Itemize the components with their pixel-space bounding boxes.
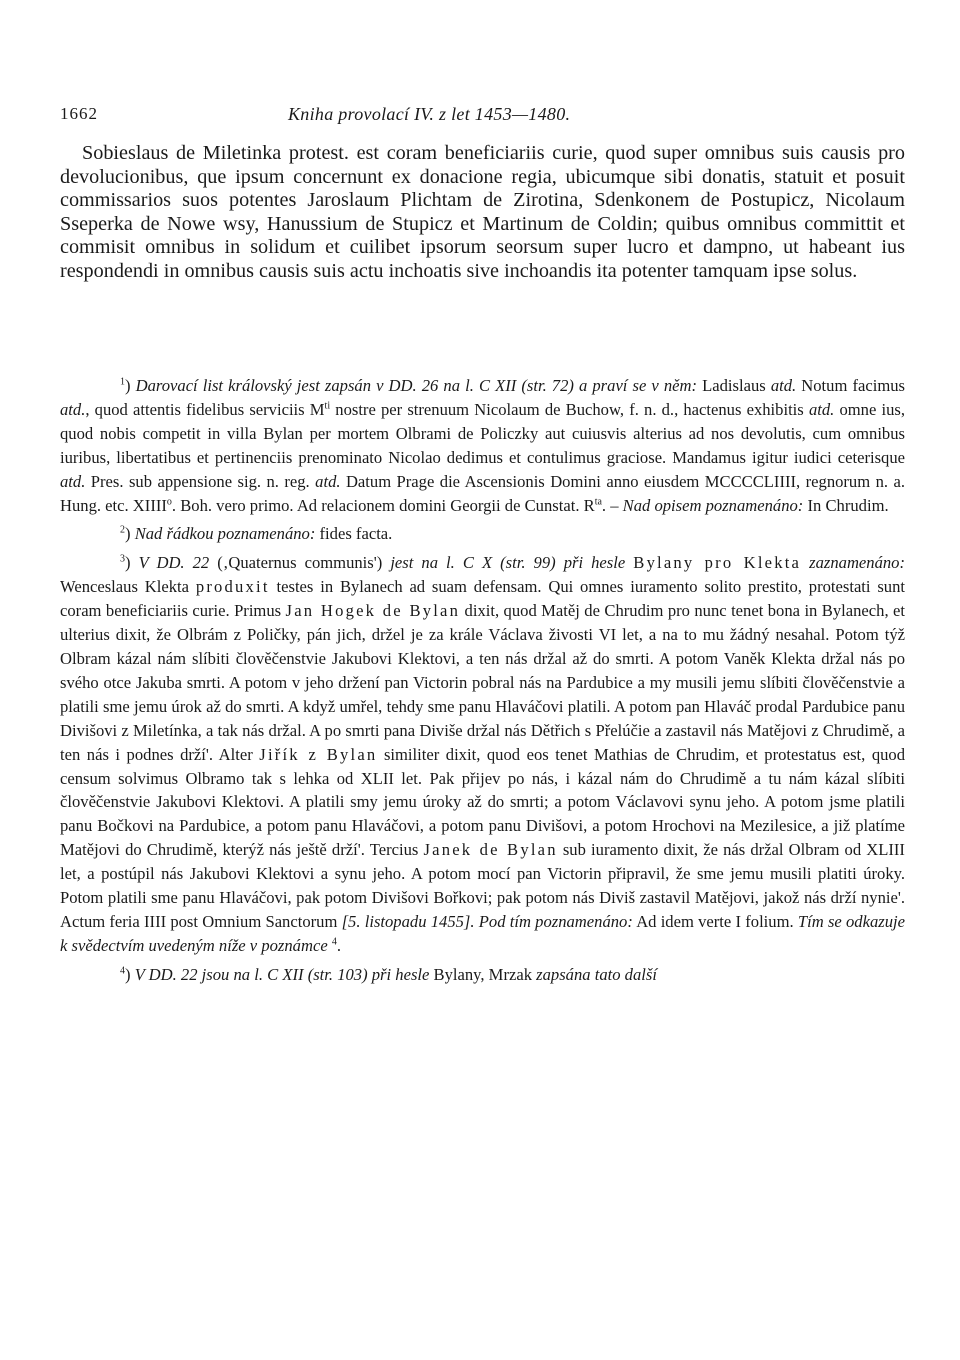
note-italic: atd. [808, 399, 835, 419]
note-text: . – [601, 495, 619, 515]
note-text: (‚Quaternus communis') [217, 553, 383, 573]
footnote-marker: 4 [120, 965, 125, 977]
note-italic: atd. [770, 376, 797, 395]
note-text: nostre per strenuum Nicolaum de Buchow, f. n. d., hactenus exhibitis [330, 399, 804, 419]
note-text: , quod attentis fidelibus serviciis M [85, 399, 325, 419]
note-text: Pres. sub appensione sig. n. reg. [90, 471, 310, 491]
note-text: In Chrudim. [807, 495, 889, 515]
note-italic: Darovací list královský jest zapsán v DD. 26 na l. C XII (str. 72) a praví se v něm: [135, 376, 698, 395]
note-text: sub iuramento dixit, že nás držal Olbram od XLIII let, a postúpil nás Jakubovi Klektovi a synu jeho. A potom mocí pan Victorin připravil, že sme jemu musili platiti úroky. Potom platili sme panu Hlaváčovi, pak potom Divišovi Bořkovi; pak potom nás Diviš zastavil Matějovi, jakož nás drží nynie'. Actum feria IIII post Omnium Sanctorum [60, 840, 905, 931]
note-superscript: 4 [331, 936, 337, 948]
note-text: Notum facimus [801, 376, 905, 395]
entry-paragraph: Sobieslaus de Miletinka protest. est coram beneficiariis curie, quod super omnibus suis causis pro devolucionibus, que ipsum concernunt ex donacione regia, ubicumque sibi donatis, statuit et posuit commissarios suos potentes Jaroslaum Plichtam de Zirotina, Sdenkonem de Postupicz, Nicolaum Sseperka de Nowe wsy, Hanussium de Stupicz et Martinum de Coldin; quibus omnibus committit et commisit omnibus in solidum et cuilibet ipsorum seorsum super lucro et dampno, ut habeant ius respondendi in omnibus causis suis actu inchoatis sive inchoandis ita potenter tamquam ipse solus. [60, 142, 905, 282]
note-text: Wenceslaus Klekta [60, 577, 189, 597]
note-italic: atd. [60, 399, 86, 419]
note-text: . [336, 935, 341, 955]
note-text: Ad idem verte I folium. [636, 911, 794, 931]
page-header [60, 104, 905, 128]
note-italic: jest na l. C X (str. 99) při hesle [390, 553, 626, 573]
note-italic: Tím se odkazuje k svědectvím uvedeným níže v poznámce [60, 911, 905, 955]
note-text: omne ius, quod nobis competit in villa Bylan per mortem Olbrami de Policzky aut cuiusvis alterius ad nos devolutis, cum omnibus iuribus, libertatibus et pertinenciis prenominato Nicolao dedimus et contulimus graciose. Mandamus igitur iudici ceterisque [60, 399, 906, 467]
note-text: . Boh. vero primo. Ad relacionem domini Georgii de Cunstat. R [171, 495, 595, 515]
note-italic: atd. [315, 471, 341, 491]
note-spaced-text: produxit [195, 577, 270, 597]
note-spaced-text: Janek de Bylan [423, 840, 558, 860]
note-spaced-text: Jiřík z Bylan [259, 744, 378, 764]
note-italic: [5. listopadu 1455]. [341, 911, 475, 931]
running-title: Kniha provolací IV. z let 1453—1480. [288, 104, 571, 124]
footnote-2: $^2$) Nad řádkou poznamenáno: fides facta. [120, 524, 393, 544]
footnotes [60, 374, 905, 992]
note-italic: zapsána tato další [536, 964, 657, 984]
note-italic: Nad opisem poznamenáno: [622, 495, 804, 515]
note-superscript: ta [594, 496, 602, 507]
note-text: Alter [218, 744, 253, 764]
note-text: dixit, quod Matěj de Chrudim pro nunc tenet bona in Bylanech, et ulterius dixit, že Olbrám z Poličky, pán jich, držel je za krále Václava živosti VI let, a na to mu žádný nesahal. Potom týž Olbram kázal nám slíbiti člověčenstvie Jakubovi Klektovi, a ten nás držal až do smrti. A potom Vaněk Klekta držal nás po svého otce Jakuba smrti. A potom v jeho držení pan Victorin pobral nás na Pardubice a my musili jemu slíbiti člověčenstvie a platili sme jemu úrok až do smrti. A když umřel, tehdy sme panu Hlaváčovi platili. A potom pan Hlaváč prodal Pardubice panu Divišovi z Miletínka, a tak nás držal. A po smrti pana Diviše držal nás Dětřich s Přelúčie a zastavil nás Matějovi z Chrudimě, a ten nás i podnes drží'. [60, 601, 906, 764]
footnote-4: $^4$) V DD. 22 jsou na l. C XII (str. 103) při hesle Bylany, Mrzak zapsána tato další [120, 964, 657, 984]
note-text: fides facta. [319, 524, 393, 544]
note-text: Ladislaus [702, 376, 766, 395]
page-number: 1662 [60, 104, 98, 123]
note-superscript: o [166, 496, 172, 507]
note-spaced-text: Jan Hogek de Bylan [285, 601, 461, 621]
footnote-marker: 2 [120, 524, 125, 536]
note-italic: V DD. 22 jsou na l. C XII (str. 103) při hesle [134, 964, 430, 984]
footnote-3: $^3$) V DD. 22 (‚Quaternus communis') jest na l. C X (str. 99) při hesle Bylany pro Klekta zaznamenáno: Wenceslaus Klekta produxit testes in Bylanech ad suam defensam. Qui omnes iuramento solito prestito, protestati sunt coram beneficiariis curie. Primus Jan Hogek de Bylan dixit, quod Matěj de Chrudim pro nunc tenet bona in Bylanech, et ulterius dixit, že Olbrám z Poličky, pán jich, držel je za krále Václava živosti VI let, a na to mu žádný nesahal. Potom týž Olbram kázal nám slíbiti člověčenstvie Jakubovi Klektovi, a ten nás držal až do smrti. A potom Vaněk Klekta držal nás po svého otce Jakuba smrti. A potom v jeho držení pan Victorin pobral nás na Pardubice a my musili jemu slíbiti člověčenstvie a platili sme jemu úrok až do smrti. A když umřel, tehdy sme panu Hlaváčovi platili. A potom pan Hlaváč prodal Pardubice panu Divišovi z Miletínka, a tak nás držal. A po smrti pana Diviše držal nás Dětřich s Přelúčie a zastavil nás Matějovi z Chrudimě, a ten nás i podnes drží'. Alter Jiřík z Bylan similiter dixit, quod eos tenet Mathias de Chrudim, et protestatus est, quod censum solvimus Olbramo tak s lehka od XLII let. Pak přijev po nás, i kázal nám do Chrudimě a tu nám kázal slíbiti člověčenstvie Jakubovi Klektovi. A platili smy jemu úroky až do smrti; a potom Václavovi synu jeho. A potom jsme platili panu Bočkovi na Pardubice, a potom panu Hlaváčovi, a potom panu Divišovi, a potom Hrochovi na Mezilesice, a již platíme Matějovi do Chrudimě, kterýž nás ještě drží'. Tercius Janek de Bylan sub iuramento dixit, že nás držal Olbram od XLIII let, a postúpil nás Jakubovi Klektovi a synu jeho. A potom mocí pan Victorin připravil, že sme jemu musili platiti úroky. Potom platili sme panu Hlaváčovi, pak potom Divišovi Bořkovi; pak potom nás Diviš zastavil Matějovi, jakož nás drží nynie'. Actum feria IIII post Omnium Sanctorum [5. listopadu 1455]. Pod tím poznamenáno: Ad idem verte I folium. Tím se odkazuje k svědectvím uvedeným níže v poznámce $^4$. [60, 553, 906, 955]
note-text: Datum Prage die Ascensionis Domini anno eiusdem MCCCCLIIII, regnorum n. a. Hung. etc. XIIII [60, 471, 905, 515]
note-italic: zaznamenáno: [809, 553, 906, 573]
note-text: similiter dixit, quod eos tenet Mathias de Chrudim, et protestatus est, quod censum solvimus Olbramo tak s lehka od XLII let. Pak přijev po nás, i kázal nám do Chrudimě a tu nám kázal slíbiti člověčenstvie Jakubovi Klektovi. A platili smy jemu úroky až do smrti; a potom Václavovi synu jeho. A potom jsme platili panu Bočkovi na Pardubice, a potom panu Hlaváčovi, a potom panu Divišovi, a potom Hrochovi na Mezilesice, a již platíme Matějovi do Chrudimě, kterýž nás ještě drží'. [60, 744, 906, 860]
note-superscript: ti [324, 400, 331, 412]
note-spaced-text: Bylany pro Klekta [633, 553, 802, 573]
note-italic: V DD. 22 [138, 553, 210, 573]
note-italic: atd. [60, 471, 86, 491]
footnote-marker: 3 [120, 553, 125, 565]
note-text: testes in Bylanech ad suam defensam. Qui omnes iuramento solito prestito, protestati sunt coram beneficiariis curie. Primus [60, 577, 906, 621]
note-text: Bylany, Mrzak [433, 964, 532, 984]
note-italic: Pod tím poznamenáno: [478, 911, 633, 931]
footnote-1: $^1$) Darovací list královský jest zapsán v DD. 26 na l. C XII (str. 72) a praví se v něm: Ladislaus atd. Notum facimus atd., quod attentis fidelibus serviciis $M^{ti}$ nostre per strenuum Nicolaum de Buchow, f. n. d., hactenus exhibitis atd. omne ius, quod nobis competit in villa Bylan per mortem Olbrami de Policzky aut cuiusvis alterius ad nos devolutis, cum omnibus iuribus, libertatibus et pertinenciis prenominato Nicolao dedimus et contulimus graciose. Mandamus igitur iudici ceterisque atd. Pres. sub appensione sig. n. reg. atd. Datum Prage die Ascensionis Domini anno eiusdem MCCCCLIIII, regnorum n. a. Hung. etc. XIIII$^o$. Boh. vero primo. Ad relacionem domini Georgii de Cunstat. $R^{ta}$. – Nad opisem poznamenáno: In Chrudim. [60, 376, 906, 515]
footnote-marker: 1 [120, 376, 125, 388]
note-italic: Nad řádkou poznamenáno: [134, 524, 316, 544]
note-text: Tercius [369, 840, 419, 860]
